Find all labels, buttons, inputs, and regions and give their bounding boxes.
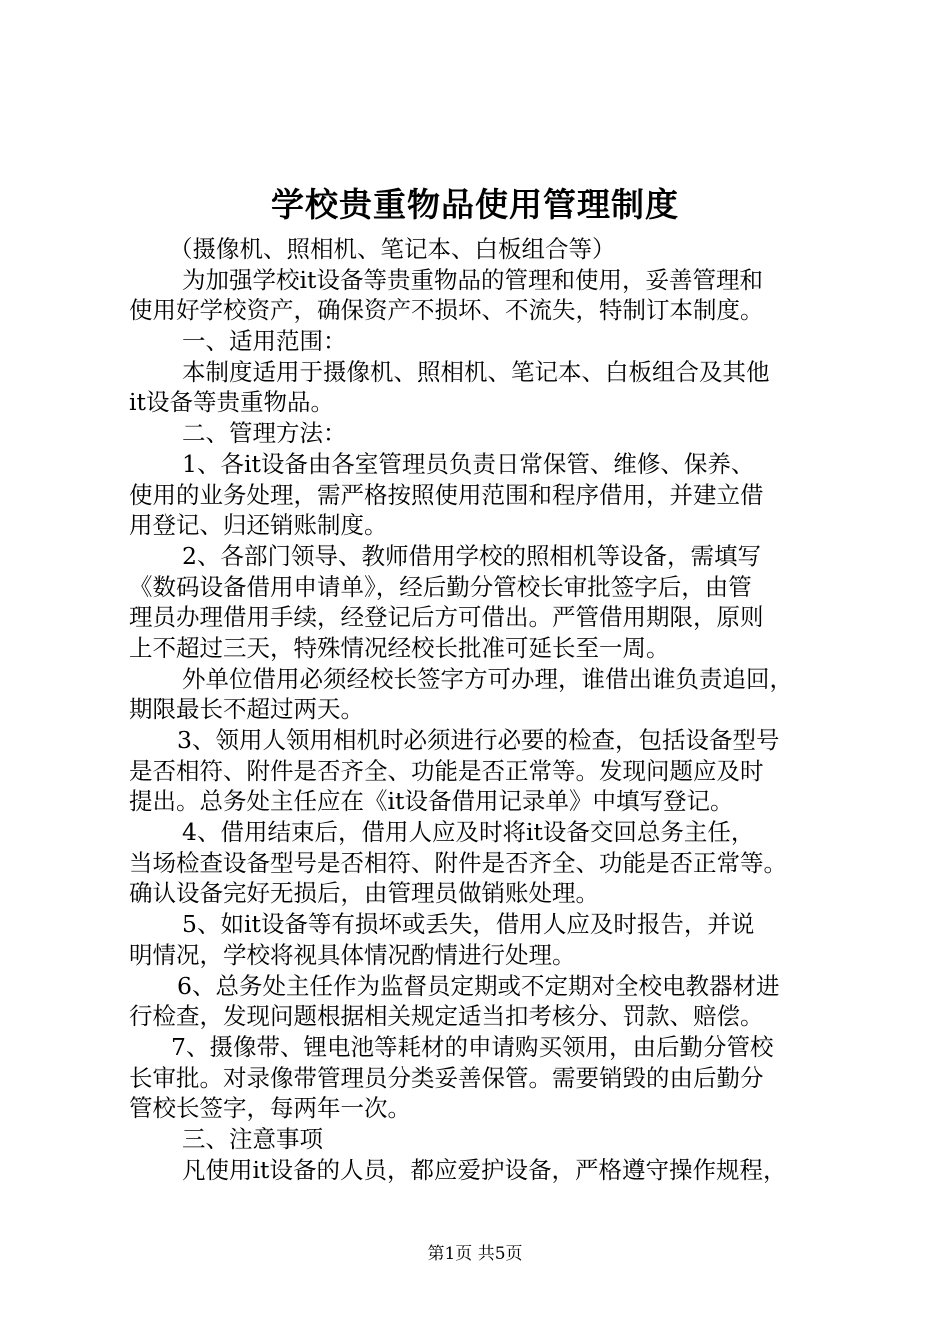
text-line: 7、摄像带、锂电池等耗材的申请购买领用，由后勤分管校 [171, 1032, 774, 1061]
text-line: 确认设备完好无损后，由管理员做销账处理。 [129, 879, 599, 908]
document-title: 学校贵重物品使用管理制度 [271, 185, 679, 224]
text-line: 凡使用it设备的人员，都应爱护设备，严格遵守操作规程， [182, 1155, 787, 1184]
text-line: 明情况，学校将视具体情况酌情进行处理。 [129, 940, 576, 969]
text-line: 行检查，发现问题根据相关规定适当扣考核分、罚款、赔偿。 [129, 1002, 764, 1031]
page-footer: 第1页 共5页 [427, 1244, 523, 1264]
text-line: 是否相符、附件是否齐全、功能是否正常等。发现问题应及时 [129, 756, 764, 785]
text-line: 管校长签字，每两年一次。 [129, 1094, 411, 1123]
text-line: 长审批。对录像带管理员分类妥善保管。需要销毁的由后勤分 [129, 1063, 764, 1092]
text-line: 期限最长不超过两天。 [129, 695, 364, 724]
document-body [129, 234, 849, 1185]
text-line: 提出。总务处主任应在《it设备借用记录单》中填写登记。 [129, 787, 734, 816]
text-line: 6、总务处主任作为监督员定期或不定期对全校电教器材进 [177, 971, 780, 1000]
text-line: 外单位借用必须经校长签字方可办理，谁借出谁负责追回， [182, 664, 793, 693]
text-line: 使用的业务处理，需严格按照使用范围和程序借用，并建立借 [129, 480, 764, 509]
text-line: 二、管理方法： [182, 419, 347, 448]
text-line: 1、各it设备由各室管理员负责日常保管、维修、保养、 [182, 449, 755, 478]
text-line: 3、领用人领用相机时必须进行必要的检查，包括设备型号 [177, 726, 780, 754]
text-line: 5、如it设备等有损坏或丢失，借用人应及时报告，并说 [182, 910, 755, 939]
text-line: 为加强学校it设备等贵重物品的管理和使用，妥善管理和 [182, 265, 763, 294]
text-line: it设备等贵重物品。 [129, 388, 334, 417]
text-line: 当场检查设备型号是否相符、附件是否齐全、功能是否正常等。 [129, 848, 787, 877]
text-line: 用登记、归还销账制度。 [129, 511, 388, 540]
text-line: 使用好学校资产，确保资产不损坏、不流失，特制订本制度。 [129, 296, 764, 325]
text-line: 理员办理借用手续，经登记后方可借出。严管借用期限，原则 [129, 603, 764, 632]
text-line: 三、注意事项 [182, 1124, 323, 1153]
text-line: （摄像机、照相机、笔记本、白板组合等） [169, 235, 616, 263]
text-line: 2、各部门领导、教师借用学校的照相机等设备，需填写 [182, 541, 761, 570]
text-line: 《数码设备借用申请单》，经后勤分管校长审批签字后，由管 [129, 572, 752, 601]
text-line: 本制度适用于摄像机、照相机、笔记本、白板组合及其他 [182, 357, 770, 386]
text-line: 上不超过三天，特殊情况经校长批准可延长至一周。 [129, 633, 670, 662]
text-line: 4、借用结束后，借用人应及时将it设备交回总务主任， [182, 818, 755, 847]
text-line: 一、适用范围： [182, 327, 347, 356]
